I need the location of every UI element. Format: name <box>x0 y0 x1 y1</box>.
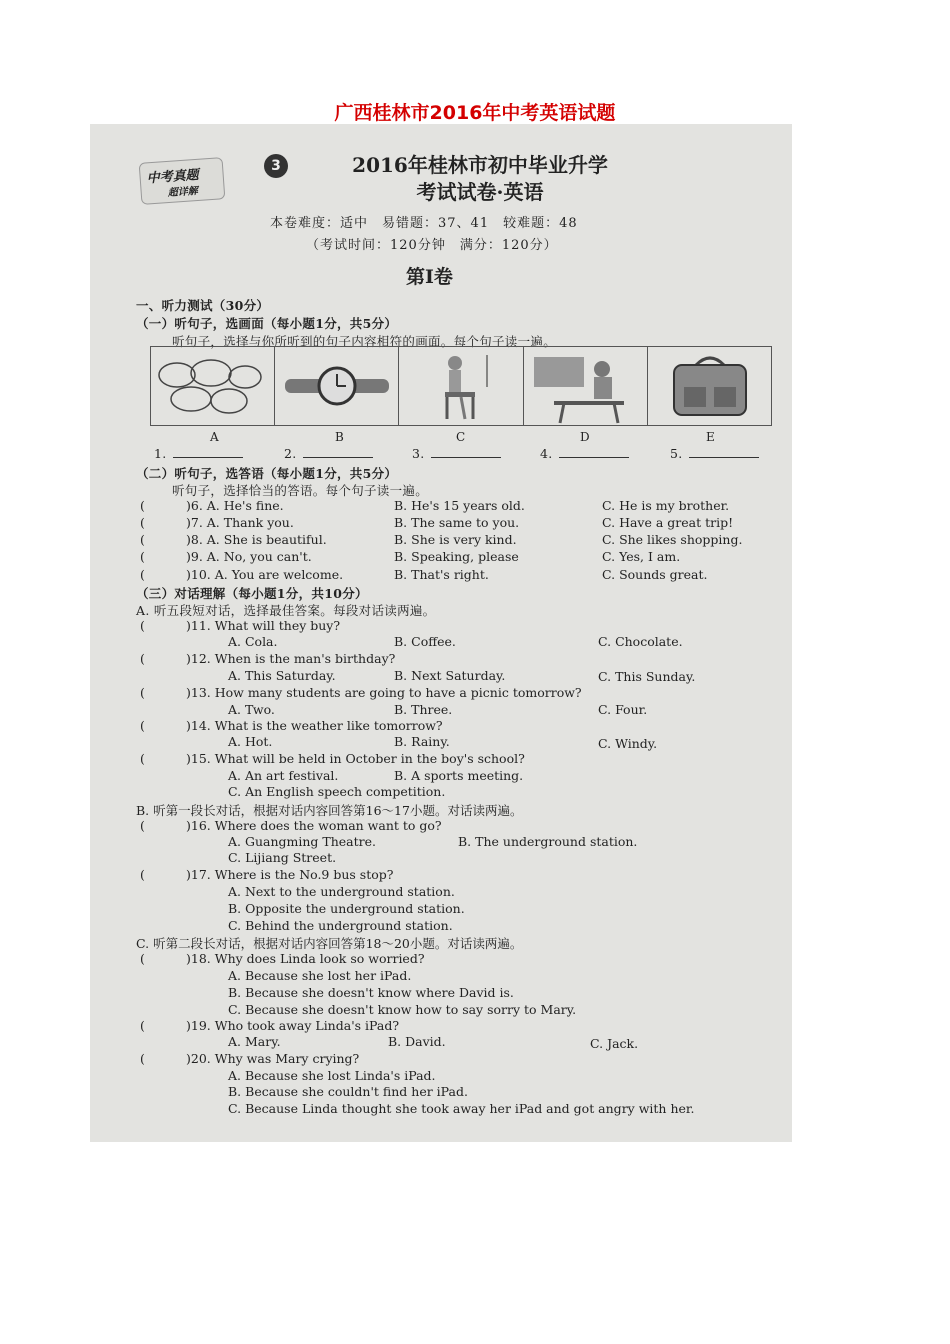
picture-e-bag <box>648 347 771 425</box>
answer-paren[interactable]: ( <box>140 685 145 700</box>
question-option-b: B. She is very kind. <box>394 532 517 547</box>
answer-paren[interactable]: ( <box>140 651 145 666</box>
scanned-exam-page <box>90 124 792 1142</box>
question-text: )13. How many students are going to have a picnic tomorrow? <box>186 685 582 700</box>
answer-paren[interactable]: ( <box>140 818 145 833</box>
volume-heading: 第Ⅰ卷 <box>406 266 453 288</box>
answer-option: C. Four. <box>598 702 648 717</box>
bag-icon <box>648 347 771 425</box>
blank-number-3: 3. <box>412 446 425 461</box>
part1-instruction: 听句子，选择与你所听到的句子内容相符的画面。每个句子读一遍。 <box>172 334 557 349</box>
answer-option: A. Because she lost her iPad. <box>228 968 412 983</box>
question-option-c: C. He is my brother. <box>602 498 730 513</box>
answer-blank-1[interactable] <box>154 446 243 461</box>
exam-badge <box>139 157 226 205</box>
answer-paren[interactable]: ( <box>140 498 145 513</box>
question-text: )14. What is the weather like tomorrow? <box>186 718 443 733</box>
answer-option: A. This Saturday. <box>228 668 336 683</box>
picture-label-d: D <box>580 430 590 444</box>
question-text: )19. Who took away Linda's iPad? <box>186 1018 400 1033</box>
exam-title-line2: 考试试卷·英语 <box>416 180 544 204</box>
answer-option: A. An art festival. <box>228 768 339 783</box>
picture-c-person-sitting <box>399 347 523 425</box>
part-instruction: C. 听第二段长对话，根据对话内容回答第18～20小题。对话读两遍。 <box>136 936 523 951</box>
blank-number-5: 5. <box>670 446 683 461</box>
answer-option: A. Because she lost Linda's iPad. <box>228 1068 436 1083</box>
question-text: )15. What will be held in October in the boy's school? <box>186 751 525 766</box>
question-text: )17. Where is the No.9 bus stop? <box>186 867 394 882</box>
section-title: 一、听力测试（30分） <box>136 298 270 313</box>
part3-title: （三）对话理解（每小题1分，共10分） <box>136 586 368 601</box>
answer-option: B. David. <box>388 1034 446 1049</box>
question-option-a: )7. A. Thank you. <box>186 515 294 530</box>
question-option-c: C. Yes, I am. <box>602 549 681 564</box>
question-text: )16. Where does the woman want to go? <box>186 818 442 833</box>
question-text: )20. Why was Mary crying? <box>186 1051 360 1066</box>
answer-option: B. Three. <box>394 702 453 717</box>
question-text: )11. What will they buy? <box>186 618 341 633</box>
answer-option: A. Two. <box>228 702 275 717</box>
question-option-b: B. That's right. <box>394 567 489 582</box>
question-text: )18. Why does Linda look so worried? <box>186 951 425 966</box>
answer-blank-3[interactable] <box>412 446 501 461</box>
answer-option: C. Because she doesn't know how to say sorry to Mary. <box>228 1002 577 1017</box>
answer-option: B. The underground station. <box>458 834 638 849</box>
picture-d-person-working <box>524 347 648 425</box>
answer-option: C. Lijiang Street. <box>228 850 337 865</box>
exam-title <box>290 152 670 206</box>
part2-instruction: 听句子，选择恰当的答语。每个句子读一遍。 <box>172 483 429 498</box>
difficulty-info: 本卷难度：适中 易错题：37、41 较难题：48 <box>270 216 578 231</box>
picture-label-a: A <box>210 430 219 444</box>
question-option-c: C. She likes shopping. <box>602 532 743 547</box>
question-option-b: B. Speaking, please <box>394 549 519 564</box>
question-text: )12. When is the man's birthday? <box>186 651 396 666</box>
answer-paren[interactable]: ( <box>140 567 145 582</box>
blank-number-4: 4. <box>540 446 553 461</box>
part1-title: （一）听句子，选画面（每小题1分，共5分） <box>136 316 398 331</box>
working-person-icon <box>524 347 648 425</box>
answer-option: B. Coffee. <box>394 634 456 649</box>
answer-paren[interactable]: ( <box>140 867 145 882</box>
blank-number-1: 1. <box>154 446 167 461</box>
answer-paren[interactable]: ( <box>140 951 145 966</box>
answer-paren[interactable]: ( <box>140 549 145 564</box>
part-instruction: B. 听第一段长对话，根据对话内容回答第16～17小题。对话读两遍。 <box>136 803 523 818</box>
answer-paren[interactable]: ( <box>140 751 145 766</box>
answer-paren[interactable]: ( <box>140 1018 145 1033</box>
picture-label-c: C <box>456 430 466 444</box>
answer-option: C. Windy. <box>598 736 658 751</box>
part2-title: （二）听句子，选答语（每小题1分，共5分） <box>136 466 398 481</box>
answer-blank-2[interactable] <box>284 446 373 461</box>
part3-a-instruction: A. 听五段短对话，选择最佳答案。每段对话读两遍。 <box>136 603 436 618</box>
picture-label-b: B <box>335 430 344 444</box>
exam-number-badge: 3 <box>264 154 288 178</box>
question-option-a: )9. A. No, you can't. <box>186 549 312 564</box>
question-option-a: )10. A. You are welcome. <box>186 567 344 582</box>
question-option-c: C. Sounds great. <box>602 567 708 582</box>
answer-paren[interactable]: ( <box>140 718 145 733</box>
exam-title-line1: 2016年桂林市初中毕业升学 <box>352 153 608 177</box>
answer-option: C. Behind the underground station. <box>228 918 453 933</box>
answer-option: C. An English speech competition. <box>228 784 446 799</box>
answer-paren[interactable]: ( <box>140 532 145 547</box>
answer-paren[interactable]: ( <box>140 618 145 633</box>
answer-option: B. Because she couldn't find her iPad. <box>228 1084 468 1099</box>
blank-number-2: 2. <box>284 446 297 461</box>
picture-label-e: E <box>706 430 715 444</box>
answer-paren[interactable]: ( <box>140 1051 145 1066</box>
answer-option: B. Opposite the underground station. <box>228 901 465 916</box>
picture-a-eggs <box>151 347 275 425</box>
answer-option: C. Jack. <box>590 1036 639 1051</box>
question-option-b: B. He's 15 years old. <box>394 498 525 513</box>
document-title: 广西桂林市2016年中考英语试题 <box>334 102 616 124</box>
time-score-info: （考试时间：120分钟 满分：120分） <box>306 238 558 253</box>
question-option-c: C. Have a great trip! <box>602 515 734 530</box>
eggs-icon <box>151 347 275 425</box>
answer-option: A. Guangming Theatre. <box>228 834 376 849</box>
answer-option: C. Chocolate. <box>598 634 683 649</box>
question-option-b: B. The same to you. <box>394 515 520 530</box>
answer-blank-5[interactable] <box>670 446 759 461</box>
picture-b-watch <box>275 347 399 425</box>
answer-option: B. Next Saturday. <box>394 668 506 683</box>
badge-line1: 中考真题 <box>146 167 200 187</box>
answer-option: C. This Sunday. <box>598 669 696 684</box>
answer-option: A. Mary. <box>228 1034 281 1049</box>
answer-option: C. Because Linda thought she took away her iPad and got angry with her. <box>228 1101 695 1116</box>
sitting-person-icon <box>399 347 523 425</box>
answer-option: B. A sports meeting. <box>394 768 524 783</box>
answer-option: A. Hot. <box>228 734 273 749</box>
answer-paren[interactable]: ( <box>140 515 145 530</box>
watch-icon <box>275 347 399 425</box>
badge-line2: 超详解 <box>167 185 199 200</box>
answer-option: A. Cola. <box>228 634 278 649</box>
question-option-a: )6. A. He's fine. <box>186 498 284 513</box>
question-option-a: )8. A. She is beautiful. <box>186 532 327 547</box>
answer-option: B. Because she doesn't know where David is. <box>228 985 514 1000</box>
answer-option: A. Next to the underground station. <box>228 884 455 899</box>
answer-option: B. Rainy. <box>394 734 450 749</box>
picture-options <box>150 346 772 426</box>
answer-blank-4[interactable] <box>540 446 629 461</box>
